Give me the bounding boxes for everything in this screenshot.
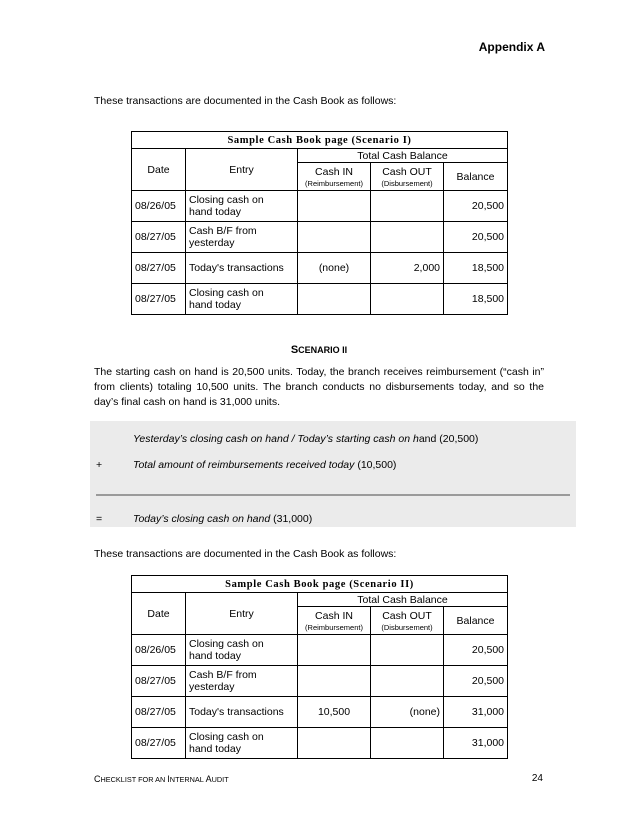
header-total-cash-balance: Total Cash Balance xyxy=(298,149,508,163)
cell-cash-out: (none) xyxy=(371,697,444,728)
cell-entry: Cash B/F from yesterday xyxy=(186,222,298,253)
header-entry: Entry xyxy=(186,149,298,191)
cell-cash-out xyxy=(371,635,444,666)
cell-entry: Closing cash on hand today xyxy=(186,728,298,759)
header-cash-in: Cash IN (Reimbursement) xyxy=(298,163,371,191)
cell-date: 08/27/05 xyxy=(132,728,186,759)
cell-date: 08/27/05 xyxy=(132,284,186,315)
cash-book-table-1 xyxy=(131,131,508,315)
equation-divider xyxy=(96,494,570,496)
cell-cash-out: 2,000 xyxy=(371,253,444,284)
cell-entry: Closing cash on hand today xyxy=(186,635,298,666)
cell-date: 08/27/05 xyxy=(132,666,186,697)
cell-cash-in xyxy=(298,222,371,253)
table-row xyxy=(132,728,508,759)
intro-text-2: These transactions are documented in the Cash Book as follows: xyxy=(94,548,397,560)
header-entry: Entry xyxy=(186,593,298,635)
cell-cash-in: 10,500 xyxy=(298,697,371,728)
cell-cash-in xyxy=(298,635,371,666)
cell-date: 08/26/05 xyxy=(132,191,186,222)
cell-cash-out xyxy=(371,284,444,315)
cash-book-table-2 xyxy=(131,575,508,759)
table-row xyxy=(132,284,508,315)
cell-balance: 20,500 xyxy=(444,191,508,222)
header-date: Date xyxy=(132,593,186,635)
equation-line-2: Total amount of reimbursements received today (10,500) xyxy=(133,459,397,471)
cell-entry: Closing cash on hand today xyxy=(186,191,298,222)
table-row xyxy=(132,222,508,253)
header-cash-out: Cash OUT (Disbursement) xyxy=(371,163,444,191)
scenario-heading: SCENARIO II xyxy=(290,344,348,356)
header-balance: Balance xyxy=(444,607,508,635)
cell-entry: Closing cash on hand today xyxy=(186,284,298,315)
cell-balance: 18,500 xyxy=(444,284,508,315)
table-row xyxy=(132,253,508,284)
header-total-cash-balance: Total Cash Balance xyxy=(298,593,508,607)
cell-balance: 20,500 xyxy=(444,222,508,253)
cell-balance: 20,500 xyxy=(444,635,508,666)
table-title: Sample Cash Book page (Scenario I) xyxy=(132,132,508,149)
scenario-paragraph: The starting cash on hand is 20,500 units. Today, the branch receives reimbursement (“cash in” from clients) totaling 10,500 units. The branch conducts no disbursements today, and so the day’s final cash on hand is 31,000 units. xyxy=(94,366,544,408)
appendix-label: Appendix A xyxy=(478,40,545,54)
cell-cash-in: (none) xyxy=(298,253,371,284)
cell-cash-out xyxy=(371,191,444,222)
cell-entry: Cash B/F from yesterday xyxy=(186,666,298,697)
header-cash-out: Cash OUT (Disbursement) xyxy=(371,607,444,635)
cell-date: 08/27/05 xyxy=(132,697,186,728)
table-row xyxy=(132,191,508,222)
header-balance: Balance xyxy=(444,163,508,191)
plus-operator: + xyxy=(96,459,103,471)
page-number: 24 xyxy=(531,773,543,784)
header-cash-in: Cash IN (Reimbursement) xyxy=(298,607,371,635)
cell-date: 08/26/05 xyxy=(132,635,186,666)
intro-text-1: These transactions are documented in the Cash Book as follows: xyxy=(94,95,397,107)
table-title: Sample Cash Book page (Scenario II) xyxy=(132,576,508,593)
cell-balance: 18,500 xyxy=(444,253,508,284)
cell-balance: 20,500 xyxy=(444,666,508,697)
equation-line-1: Yesterday’s closing cash on hand / Today’s starting cash on hand (20,500) xyxy=(133,433,479,445)
table-row xyxy=(132,666,508,697)
cell-date: 08/27/05 xyxy=(132,222,186,253)
table-row xyxy=(132,635,508,666)
equation-line-3: Today’s closing cash on hand (31,000) xyxy=(133,513,313,525)
cell-entry: Today's transactions xyxy=(186,697,298,728)
header-date: Date xyxy=(132,149,186,191)
cell-balance: 31,000 xyxy=(444,697,508,728)
cell-cash-out xyxy=(371,222,444,253)
cell-cash-in xyxy=(298,284,371,315)
cell-cash-in xyxy=(298,728,371,759)
cell-entry: Today's transactions xyxy=(186,253,298,284)
cell-balance: 31,000 xyxy=(444,728,508,759)
cell-cash-in xyxy=(298,666,371,697)
cell-date: 08/27/05 xyxy=(132,253,186,284)
cell-cash-out xyxy=(371,728,444,759)
equals-operator: = xyxy=(96,513,103,525)
table-row xyxy=(132,697,508,728)
cell-cash-out xyxy=(371,666,444,697)
cell-cash-in xyxy=(298,191,371,222)
footer-document-title: CHECKLIST FOR AN INTERNAL AUDIT xyxy=(94,774,229,784)
